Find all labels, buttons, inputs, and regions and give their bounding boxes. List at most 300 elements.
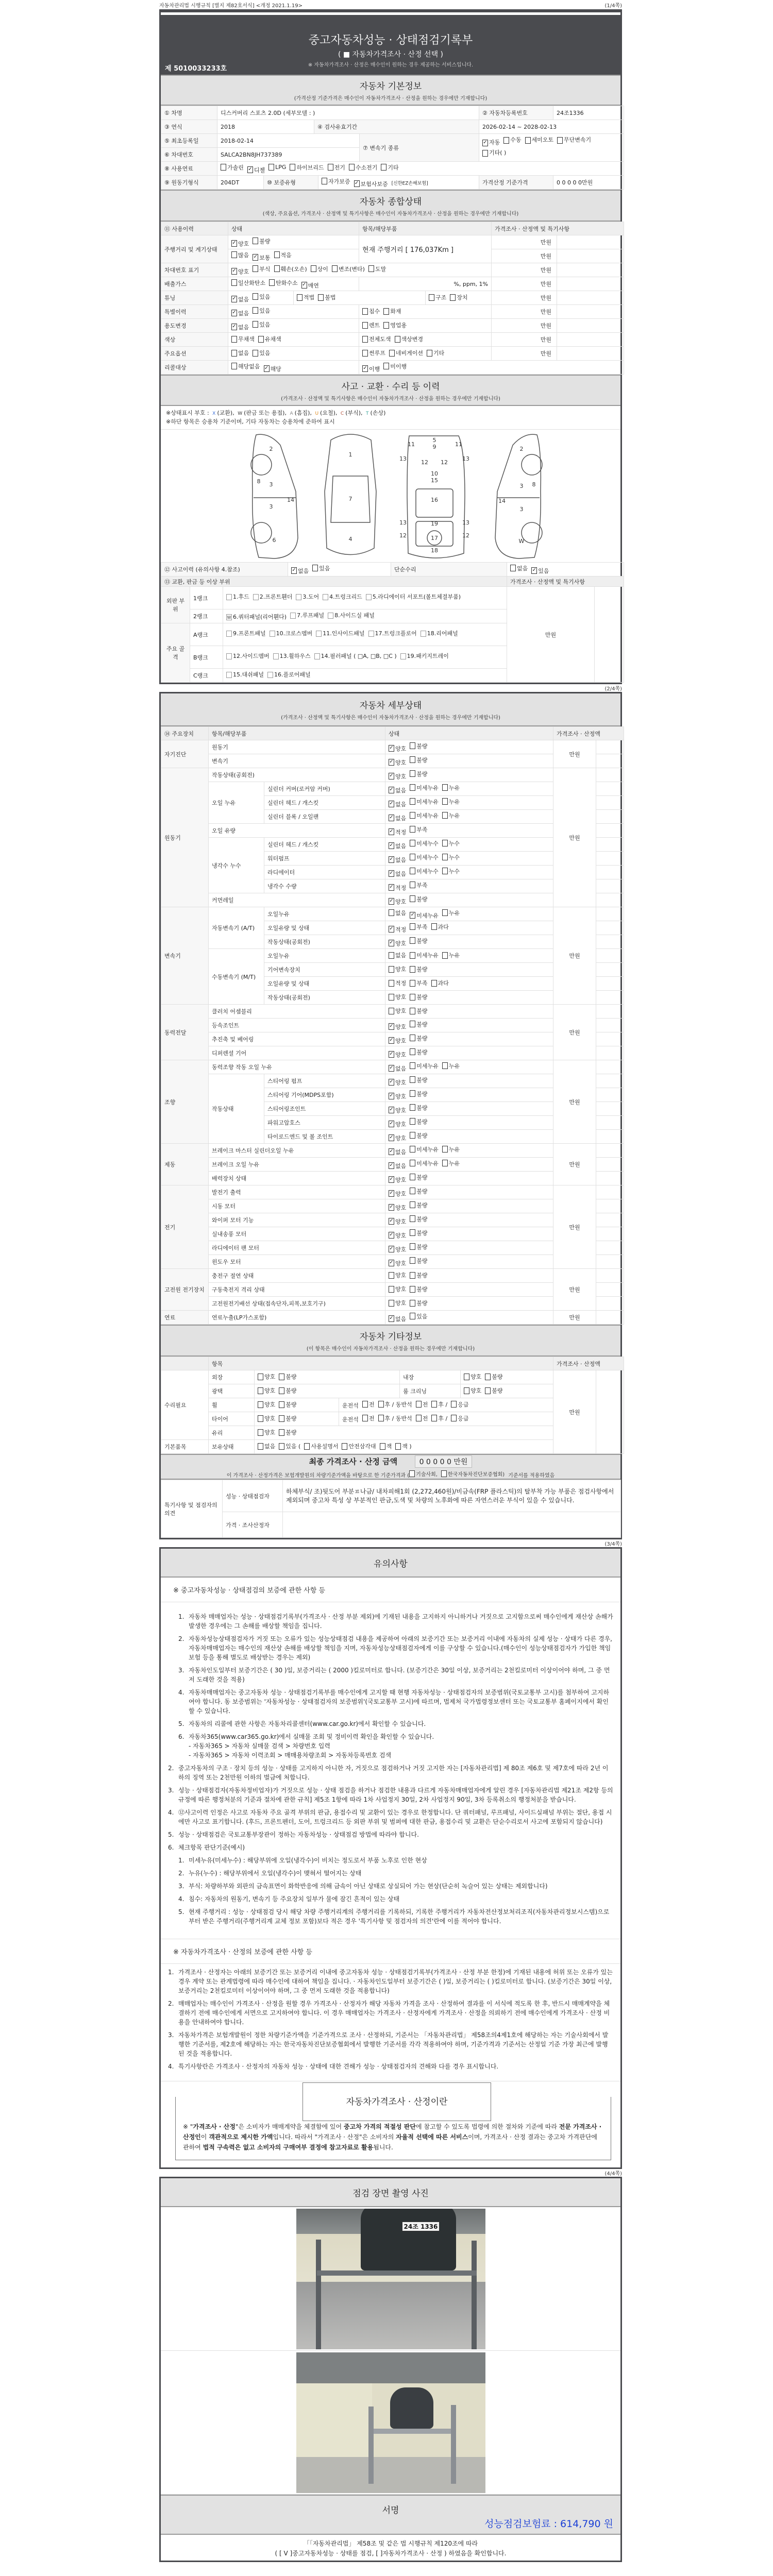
checkbox-option[interactable] [410, 853, 439, 861]
checkbox-option[interactable] [389, 925, 406, 934]
price-note[interactable] [596, 1199, 624, 1213]
checkbox-option[interactable] [450, 293, 467, 301]
checkbox-option[interactable] [442, 1159, 460, 1167]
checked-box-icon[interactable]: ✓ [232, 296, 237, 301]
checkbox-icon[interactable] [395, 336, 400, 343]
checkbox-option[interactable] [383, 321, 407, 329]
checkbox-option[interactable] [442, 853, 460, 861]
checkbox-icon[interactable] [231, 251, 237, 258]
checkbox-icon[interactable] [485, 1387, 491, 1394]
checkbox-option[interactable] [389, 1231, 406, 1240]
checkbox-icon[interactable] [258, 1429, 263, 1436]
checkbox-option[interactable] [247, 166, 265, 174]
checkbox-option[interactable] [389, 842, 406, 850]
checkbox-icon[interactable] [410, 1132, 415, 1139]
part-checkbox[interactable] [368, 629, 417, 638]
checkbox-icon[interactable] [231, 363, 237, 369]
checkbox-option[interactable] [362, 307, 380, 315]
checkbox-icon[interactable] [322, 178, 327, 184]
checkbox-icon[interactable] [410, 1286, 415, 1293]
checkbox-icon[interactable] [362, 308, 368, 315]
price-note[interactable] [596, 1269, 624, 1283]
checkbox-icon[interactable] [253, 307, 258, 314]
checkbox-icon[interactable] [314, 653, 320, 659]
checkbox-option[interactable] [410, 825, 427, 834]
checkbox-icon[interactable] [231, 279, 237, 286]
checkbox-option[interactable] [312, 564, 330, 572]
checkbox-icon[interactable] [410, 1118, 415, 1125]
checkbox-icon[interactable] [253, 594, 259, 600]
checkbox-icon[interactable] [410, 1104, 415, 1111]
checkbox-option[interactable] [274, 251, 292, 259]
checkbox-icon[interactable] [410, 1229, 415, 1236]
checkbox-option[interactable] [410, 756, 427, 764]
checkbox-icon[interactable] [368, 265, 374, 272]
checkbox-icon[interactable] [311, 265, 316, 272]
checkbox-icon[interactable] [442, 812, 448, 819]
price-note[interactable] [557, 249, 624, 263]
checkbox-icon[interactable] [297, 294, 303, 301]
price-note[interactable] [595, 587, 624, 683]
checked-box-icon[interactable]: ✓ [532, 567, 536, 573]
price-note[interactable] [557, 319, 624, 333]
checkbox-icon[interactable] [503, 137, 509, 144]
checkbox-icon[interactable] [442, 1160, 448, 1166]
checkbox-option[interactable] [410, 1007, 427, 1015]
checkbox-icon[interactable] [389, 966, 394, 973]
checkbox-option[interactable] [389, 1162, 406, 1170]
part-mark-w[interactable]: W [227, 615, 231, 620]
checkbox-icon[interactable] [464, 1387, 469, 1394]
checkbox-icon[interactable] [427, 350, 432, 357]
price-note[interactable] [596, 893, 624, 907]
price-note[interactable] [557, 263, 624, 277]
checkbox-option[interactable] [410, 811, 439, 820]
checkbox-icon[interactable] [383, 322, 389, 329]
checkbox-option[interactable] [389, 1037, 406, 1045]
checkbox-option[interactable] [231, 362, 260, 370]
checkbox-icon[interactable] [332, 265, 338, 272]
checkbox-option[interactable] [253, 237, 270, 245]
checkbox-option[interactable] [410, 895, 427, 903]
checkbox-option[interactable] [362, 1400, 375, 1409]
checkbox-icon[interactable] [410, 1188, 415, 1194]
checked-box-icon[interactable]: ✓ [363, 365, 367, 371]
checkbox-option[interactable] [410, 1117, 427, 1126]
checked-box-icon[interactable]: ✓ [389, 1232, 394, 1238]
checkbox-option[interactable] [378, 1400, 412, 1409]
part-checkbox[interactable] [226, 613, 287, 622]
checkbox-option[interactable] [279, 1414, 296, 1422]
checkbox-icon[interactable] [279, 1401, 284, 1408]
checked-box-icon[interactable]: ✓ [389, 787, 394, 792]
checkbox-icon[interactable] [416, 1401, 422, 1408]
checked-box-icon[interactable]: ✓ [389, 745, 394, 751]
checkbox-icon[interactable] [378, 1415, 384, 1421]
checkbox-option[interactable] [410, 911, 439, 920]
checkbox-icon[interactable] [253, 265, 258, 272]
checkbox-icon[interactable] [389, 980, 394, 987]
checkbox-option[interactable] [389, 965, 406, 973]
checkbox-icon[interactable] [450, 294, 456, 301]
checkbox-icon[interactable] [258, 1443, 263, 1450]
checkbox-icon[interactable] [431, 923, 437, 930]
checked-box-icon[interactable]: ✓ [389, 1051, 394, 1057]
price-note[interactable] [596, 810, 624, 824]
checkbox-option[interactable] [342, 1415, 359, 1423]
checkbox-icon[interactable] [389, 1272, 394, 1279]
checkbox-option[interactable] [389, 870, 406, 878]
checkbox-icon[interactable] [296, 594, 301, 600]
checked-box-icon[interactable]: ✓ [389, 828, 394, 834]
checkbox-option[interactable] [410, 1173, 427, 1181]
checked-box-icon[interactable]: ✓ [389, 1023, 394, 1029]
checkbox-icon[interactable] [231, 336, 237, 343]
checkbox-option[interactable] [410, 937, 427, 945]
checkbox-option[interactable] [410, 1034, 427, 1042]
checkbox-option[interactable] [431, 923, 449, 931]
checkbox-icon[interactable] [410, 1076, 415, 1083]
checkbox-option[interactable] [410, 1131, 427, 1140]
checkbox-option[interactable] [510, 564, 528, 572]
checkbox-option[interactable] [389, 828, 406, 836]
checkbox-option[interactable] [389, 772, 406, 781]
checkbox-option[interactable] [442, 839, 460, 848]
checkbox-option[interactable] [485, 1386, 502, 1395]
checkbox-icon[interactable] [290, 613, 296, 619]
checkbox-icon[interactable] [349, 164, 355, 171]
checkbox-option[interactable] [253, 265, 270, 273]
checkbox-option[interactable] [389, 1120, 406, 1128]
checkbox-option[interactable] [389, 349, 423, 357]
checkbox-icon[interactable] [482, 150, 488, 157]
checkbox-option[interactable] [258, 1386, 275, 1395]
checkbox-option[interactable] [231, 240, 249, 248]
checkbox-icon[interactable] [442, 868, 448, 874]
checkbox-option[interactable] [389, 951, 406, 959]
checkbox-icon[interactable] [389, 952, 394, 959]
checkbox-icon[interactable] [258, 1415, 263, 1422]
checkbox-icon[interactable] [410, 1090, 415, 1097]
checkbox-option[interactable] [264, 365, 281, 373]
price-note[interactable] [596, 1074, 624, 1088]
checkbox-icon[interactable] [410, 1174, 415, 1180]
checkbox-icon[interactable] [410, 980, 415, 987]
checkbox-option[interactable] [253, 320, 270, 329]
checkbox-option[interactable] [410, 881, 427, 889]
checkbox-option[interactable] [442, 784, 460, 792]
checkbox-icon[interactable] [267, 672, 273, 678]
price-note[interactable] [596, 838, 624, 852]
checkbox-option[interactable] [231, 309, 249, 317]
checkbox-icon[interactable] [410, 1300, 415, 1307]
part-checkbox[interactable] [316, 629, 364, 638]
checkbox-option[interactable] [291, 567, 309, 575]
checked-box-icon[interactable]: ✓ [264, 365, 269, 371]
checkbox-option[interactable] [410, 1271, 427, 1279]
checkbox-icon[interactable] [378, 1401, 384, 1408]
checkbox-option[interactable] [431, 1400, 447, 1409]
checked-box-icon[interactable]: ✓ [389, 884, 394, 890]
checkbox-option[interactable] [427, 349, 444, 357]
checkbox-option[interactable] [389, 1007, 406, 1015]
checked-box-icon[interactable]: ✓ [301, 282, 307, 287]
checkbox-icon[interactable] [279, 1429, 284, 1436]
checkbox-option[interactable] [389, 1299, 406, 1307]
checkbox-option[interactable] [389, 939, 406, 947]
checked-box-icon[interactable]: ✓ [389, 1246, 394, 1251]
price-note[interactable] [596, 991, 624, 1005]
checkbox-option[interactable] [258, 1372, 275, 1381]
price-note[interactable] [596, 824, 624, 838]
checkbox-icon[interactable] [389, 350, 395, 357]
checkbox-icon[interactable] [410, 798, 415, 805]
checkbox-icon[interactable] [383, 363, 389, 369]
checkbox-option[interactable] [258, 1400, 275, 1409]
checkbox-icon[interactable] [226, 653, 232, 659]
checkbox-option[interactable] [410, 1159, 439, 1167]
checkbox-option[interactable] [362, 1414, 375, 1422]
checked-box-icon[interactable]: ✓ [389, 1315, 394, 1321]
checkbox-option[interactable] [410, 742, 427, 750]
checkbox-option[interactable] [389, 979, 406, 987]
checkbox-option[interactable] [389, 814, 406, 822]
checkbox-option[interactable] [311, 265, 328, 273]
checkbox-icon[interactable] [410, 1160, 415, 1166]
checked-box-icon[interactable]: ✓ [389, 1162, 394, 1168]
checkbox-option[interactable] [318, 293, 335, 301]
checkbox-option[interactable] [258, 1428, 275, 1436]
checkbox-icon[interactable] [274, 251, 280, 258]
checkbox-icon[interactable] [226, 631, 232, 637]
checkbox-option[interactable] [389, 1245, 406, 1253]
checkbox-option[interactable] [442, 1062, 460, 1070]
checkbox-icon[interactable] [410, 952, 415, 959]
checkbox-option[interactable] [389, 897, 406, 906]
checked-box-icon[interactable]: ✓ [232, 240, 237, 246]
checkbox-option[interactable] [279, 1442, 300, 1450]
checkbox-option[interactable] [253, 349, 270, 357]
checkbox-option[interactable] [362, 321, 380, 329]
checked-box-icon[interactable]: ✓ [389, 1107, 394, 1112]
checkbox-icon[interactable] [441, 1470, 447, 1477]
checked-box-icon[interactable]: ✓ [389, 1037, 394, 1043]
checkbox-option[interactable] [268, 164, 286, 171]
checkbox-option[interactable] [389, 1190, 406, 1198]
checkbox-option[interactable] [485, 1372, 502, 1381]
checkbox-icon[interactable] [442, 798, 448, 805]
price-note[interactable] [596, 740, 624, 754]
part-checkbox[interactable] [273, 652, 311, 661]
checkbox-option[interactable] [342, 1401, 359, 1410]
checkbox-option[interactable] [410, 1229, 427, 1237]
checkbox-option[interactable] [389, 1217, 406, 1226]
checkbox-option[interactable] [410, 965, 427, 973]
checkbox-icon[interactable] [270, 631, 275, 637]
checkbox-icon[interactable] [451, 1415, 457, 1421]
checkbox-option[interactable] [416, 1414, 428, 1422]
price-note[interactable] [596, 1311, 624, 1325]
price-note[interactable] [596, 866, 624, 879]
checkbox-icon[interactable] [410, 868, 415, 874]
checked-box-icon[interactable]: ✓ [389, 1134, 394, 1140]
checkbox-icon[interactable] [410, 1272, 415, 1279]
price-note[interactable] [596, 1046, 624, 1060]
checkbox-option[interactable] [442, 798, 460, 806]
price-note[interactable] [596, 1102, 624, 1116]
price-note[interactable] [596, 1255, 624, 1269]
checked-box-icon[interactable]: ✓ [389, 1065, 394, 1071]
checkbox-icon[interactable] [226, 672, 232, 678]
checkbox-icon[interactable] [304, 1443, 310, 1450]
checkbox-icon[interactable] [362, 322, 368, 329]
checkbox-icon[interactable] [410, 812, 415, 819]
checkbox-option[interactable] [431, 979, 449, 987]
checkbox-icon[interactable] [421, 631, 426, 637]
checkbox-option[interactable] [410, 1312, 427, 1320]
price-note[interactable] [557, 277, 624, 291]
checkbox-option[interactable] [442, 951, 460, 959]
checkbox-option[interactable] [231, 323, 249, 331]
checkbox-option[interactable] [389, 1064, 406, 1073]
checkbox-option[interactable] [389, 993, 406, 1001]
checkbox-icon[interactable] [253, 238, 258, 244]
checked-box-icon[interactable]: ✓ [292, 567, 296, 573]
checkbox-option[interactable] [410, 1145, 439, 1154]
checkbox-icon[interactable] [410, 895, 415, 902]
checked-box-icon[interactable]: ✓ [389, 1148, 394, 1154]
checkbox-icon[interactable] [253, 350, 258, 357]
checkbox-option[interactable] [304, 1442, 338, 1450]
checkbox-option[interactable] [389, 1078, 406, 1087]
checkbox-option[interactable] [362, 335, 391, 343]
price-note[interactable] [596, 852, 624, 866]
checked-box-icon[interactable]: ✓ [389, 856, 394, 862]
checkbox-icon[interactable] [383, 308, 389, 315]
checked-box-icon[interactable]: ✓ [253, 254, 258, 260]
checkbox-option[interactable] [410, 1187, 427, 1195]
checkbox-option[interactable] [429, 293, 446, 301]
price-note[interactable] [596, 1032, 624, 1046]
part-checkbox[interactable] [296, 592, 319, 602]
checkbox-option[interactable] [410, 770, 427, 778]
checkbox-option[interactable] [389, 786, 406, 794]
checked-box-icon[interactable]: ✓ [389, 773, 394, 778]
checkbox-icon[interactable] [431, 980, 437, 987]
checkbox-option[interactable] [503, 135, 521, 145]
checkbox-option[interactable] [410, 1020, 427, 1028]
checkbox-icon[interactable] [410, 1257, 415, 1264]
checkbox-icon[interactable] [328, 164, 333, 171]
checked-box-icon[interactable]: ✓ [389, 870, 394, 876]
checkbox-option[interactable] [389, 1285, 406, 1293]
checkbox-option[interactable] [279, 1386, 296, 1395]
checkbox-icon[interactable] [258, 1401, 263, 1408]
checkbox-option[interactable] [231, 251, 249, 259]
price-note[interactable] [596, 754, 624, 768]
checkbox-icon[interactable] [464, 1374, 469, 1380]
checkbox-icon[interactable] [410, 1243, 415, 1250]
checkbox-icon[interactable] [451, 1401, 457, 1408]
checked-box-icon[interactable]: ✓ [389, 815, 394, 820]
checkbox-option[interactable] [410, 1090, 427, 1098]
checkbox-icon[interactable] [429, 294, 434, 301]
price-note[interactable] [596, 1370, 624, 1454]
part-checkbox[interactable] [253, 592, 293, 602]
price-note[interactable] [596, 1130, 624, 1144]
checkbox-icon[interactable] [431, 1401, 437, 1408]
checkbox-option[interactable] [258, 1442, 275, 1450]
checkbox-option[interactable] [441, 1470, 505, 1478]
checkbox-option[interactable] [380, 1442, 392, 1450]
checkbox-icon[interactable] [362, 336, 368, 343]
checkbox-option[interactable] [389, 1050, 406, 1059]
price-note[interactable] [596, 782, 624, 796]
checkbox-icon[interactable] [410, 1201, 415, 1208]
checkbox-icon[interactable] [409, 1470, 415, 1477]
checkbox-icon[interactable] [410, 1021, 415, 1027]
checkbox-option[interactable] [381, 163, 398, 172]
part-checkbox[interactable] [226, 592, 249, 602]
checkbox-icon[interactable] [410, 854, 415, 860]
checkbox-option[interactable] [410, 1299, 427, 1307]
checkbox-option[interactable] [389, 800, 406, 808]
checkbox-option[interactable] [389, 1315, 406, 1323]
checkbox-icon[interactable] [442, 952, 448, 959]
checkbox-icon[interactable] [362, 350, 368, 357]
checkbox-icon[interactable] [389, 1286, 394, 1293]
checkbox-option[interactable] [482, 138, 500, 148]
checkbox-option[interactable] [395, 335, 424, 343]
checkbox-icon[interactable] [416, 1415, 422, 1421]
checkbox-option[interactable] [332, 265, 365, 273]
checkbox-option[interactable] [389, 856, 406, 864]
checkbox-option[interactable] [279, 1372, 296, 1381]
checkbox-icon[interactable] [410, 742, 415, 749]
checkbox-icon[interactable] [366, 594, 372, 600]
checkbox-option[interactable] [451, 1400, 468, 1409]
checkbox-icon[interactable] [389, 1008, 394, 1014]
checkbox-option[interactable] [290, 163, 324, 172]
checkbox-option[interactable] [389, 1204, 406, 1212]
checkbox-icon[interactable] [410, 756, 415, 763]
checkbox-option[interactable] [349, 163, 378, 172]
price-note[interactable] [596, 768, 624, 782]
checkbox-option[interactable] [410, 951, 439, 959]
price-note[interactable] [596, 1158, 624, 1172]
checkbox-icon[interactable] [312, 565, 318, 571]
checkbox-option[interactable] [410, 1243, 427, 1251]
checkbox-icon[interactable] [431, 1415, 437, 1421]
price-note[interactable] [596, 1005, 624, 1019]
checkbox-icon[interactable] [389, 909, 394, 916]
checkbox-icon[interactable] [410, 784, 415, 791]
checkbox-icon[interactable] [410, 923, 415, 930]
part-checkbox[interactable] [323, 592, 362, 602]
checkbox-option[interactable] [354, 180, 388, 188]
checkbox-icon[interactable] [342, 1443, 347, 1450]
checked-box-icon[interactable]: ✓ [389, 842, 394, 848]
price-note[interactable] [596, 879, 624, 893]
checked-box-icon[interactable]: ✓ [389, 898, 394, 904]
checkbox-option[interactable] [410, 839, 439, 848]
checkbox-icon[interactable] [410, 1313, 415, 1319]
checkbox-icon[interactable] [442, 909, 448, 916]
checkbox-option[interactable] [368, 265, 386, 273]
checkbox-icon[interactable] [410, 826, 415, 833]
checkbox-icon[interactable] [410, 1062, 415, 1069]
checkbox-option[interactable] [362, 365, 380, 373]
